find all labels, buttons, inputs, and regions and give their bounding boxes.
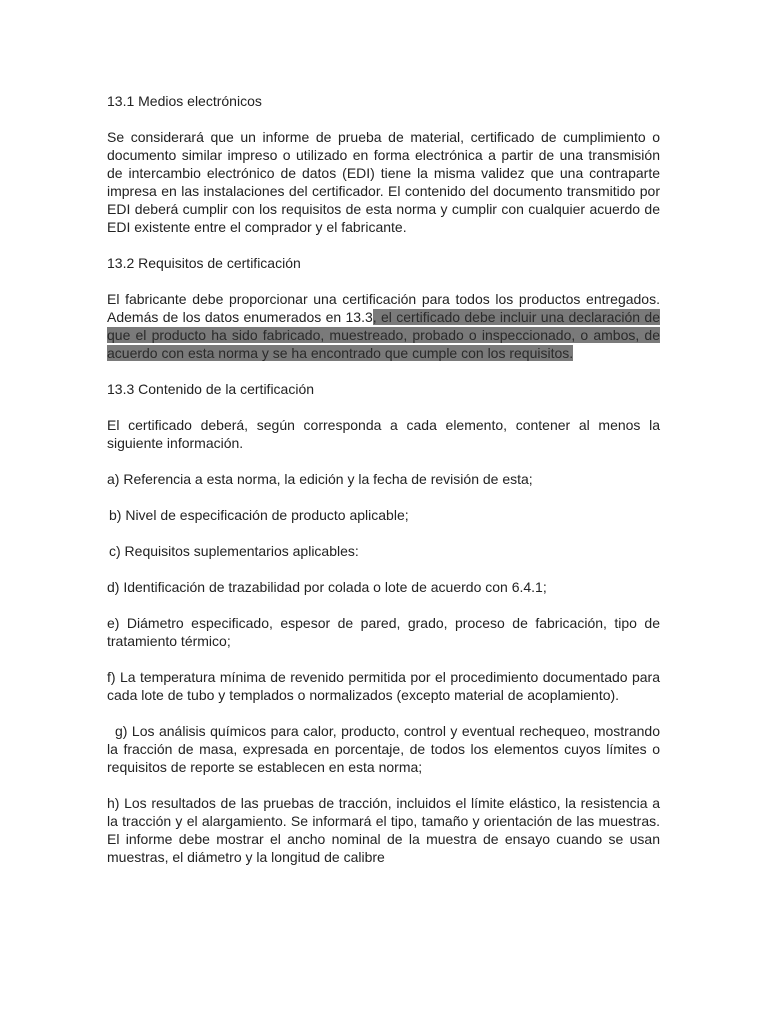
section-13-2-body	[107, 290, 660, 362]
list-item-a: a) Referencia a esta norma, la edición y la fecha de revisión de esta;	[107, 471, 533, 487]
section-13-2-body-plain: El fabricante debe proporcionar una certificación para todos los productos entregados. Además de los datos enumerados en 13.3	[107, 291, 660, 325]
list-item-c: c) Requisitos suplementarios aplicables:	[109, 543, 359, 559]
list-item-f: f) La temperatura mínima de revenido permitida por el procedimiento documentado para cada lote de tubo y templados o normalizados (excepto material de acoplamiento).	[107, 669, 660, 703]
document-page	[107, 92, 660, 884]
list-item-e: e) Diámetro especificado, espesor de pared, grado, proceso de fabricación, tipo de tratamiento térmico;	[107, 615, 660, 649]
list-item-d: d) Identificación de trazabilidad por colada o lote de acuerdo con 6.4.1;	[107, 579, 547, 595]
section-13-1-body: Se considerará que un informe de prueba de material, certificado de cumplimiento o documento similar impreso o utilizado en forma electrónica a partir de una transmisión de intercambio electrónico de datos (EDI) tiene la misma validez que una contraparte impresa en las instalaciones del certificador. El contenido del documento transmitido por EDI deberá cumplir con los requisitos de esta norma y cumplir con cualquier acuerdo de EDI existente entre el comprador y el fabricante.	[107, 129, 660, 235]
section-13-3-heading: 13.3 Contenido de la certificación	[107, 381, 315, 397]
list-item-h: h) Los resultados de las pruebas de tracción, incluidos el límite elástico, la resistencia a la tracción y el alargamiento. Se informará el tipo, tamaño y orientación de las muestras. El informe debe mostrar el ancho nominal de la muestra de ensayo cuando se usan muestras, el diámetro y la longitud de calibre	[107, 795, 660, 865]
section-13-1-heading: 13.1 Medios electrónicos	[107, 93, 262, 109]
list-item-g	[107, 722, 660, 776]
section-13-2-heading: 13.2 Requisitos de certificación	[107, 255, 301, 271]
section-13-3-intro: El certificado deberá, según corresponda a cada elemento, contener al menos la siguiente información.	[107, 417, 660, 451]
list-item-g-text: g) Los análisis químicos para calor, producto, control y eventual rechequeo, mostrando la fracción de masa, expresada en porcentaje, de todos los elementos cuyos límites o requisitos de reporte se establecen en esta norma;	[107, 723, 660, 775]
list-item-b: b) Nivel de especificación de producto aplicable;	[109, 507, 409, 523]
section-13-2-highlighted-text: , el certificado debe incluir una declaración de que el producto ha sido fabricado, muestreado, probado o inspeccionado, o ambos, de acuerdo con esta norma y se ha encontrado que cumple con los requisitos.	[107, 309, 661, 361]
